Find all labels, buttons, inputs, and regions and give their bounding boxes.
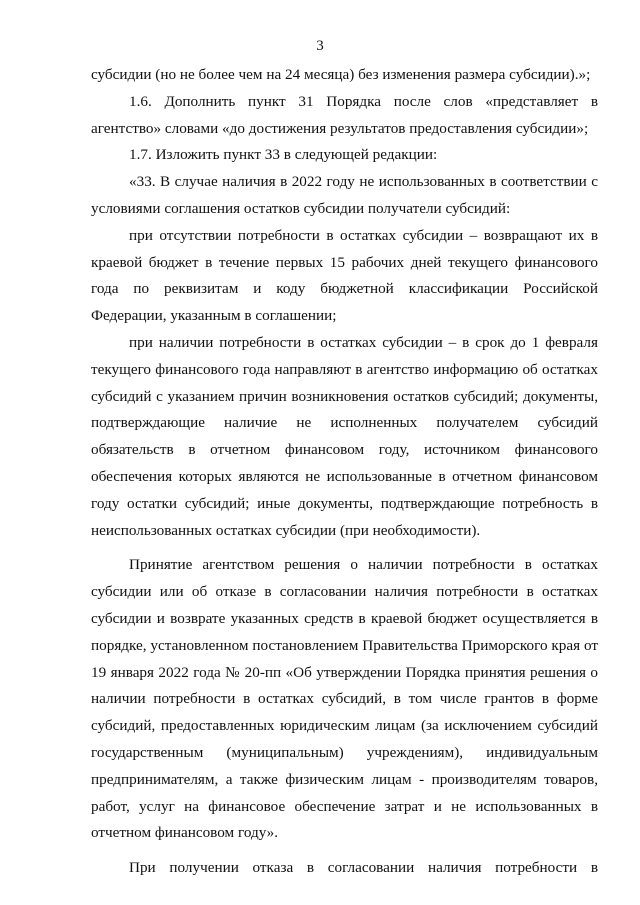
paragraph-refusal: При получении отказа в согласовании наличия потребности в <box>129 859 598 877</box>
paragraph-item-1-6: 1.6. Дополнить пункт 31 Порядка после слов «представляет в агентство» словами «до достижения результатов предоставления субсидии»; <box>91 92 598 137</box>
paragraph-item-1-7: 1.7. Изложить пункт 33 в следующей редакции: <box>129 146 438 164</box>
page-number: 3 <box>316 38 324 54</box>
paragraph-continuation: субсидии (но не более чем на 24 месяца) без изменения размера субсидии).»; <box>91 66 591 83</box>
paragraph-no-need: при отсутствии потребности в остатках субсидии – возвращают их в краевой бюджет в течение первых 15 рабочих дней текущего финансового года по реквизитам и коду бюджетной классификации Российской Федерации, указанным в соглашении; <box>91 226 598 325</box>
paragraph-clause-33: «33. В случае наличия в 2022 году не использованных в соответствии с условиями соглашения остатков субсидии получатели субсидий: <box>91 173 598 217</box>
paragraph-decision: Принятие агентством решения о наличии потребности в остатках субсидии или об отказе в согласовании наличия потребности в остатках субсидии и возврате указанных средств в краевой бюджет осуществляется в порядке, установленном постановлением Правительства Приморского края от 19 января 2022 года № 20-пп «Об утверждении Порядка принятия решения о наличии потребности в остатках субсидий, в том числе грантов в форме субсидий, предоставленных юридическим лицам (за исключением субсидий государственным (муниципальным) учреждениям), индивидуальным предпринимателям, а также физическим лицам - производителям товаров, работ, услуг на финансовое обеспечение затрат и не использованных в отчетном финансовом году». <box>91 556 598 842</box>
document-body <box>91 62 598 882</box>
paragraph-need: при наличии потребности в остатках субсидии – в срок до 1 февраля текущего финансового года направляют в агентство информацию об остатках субсидий с указанием причин возникновения остатков субсидий; документы, подтверждающие наличие не исполненных получателем субсидий обязательств в отчетном финансовом году, источником финансового обеспечения которых являются не использованные в отчетном финансовом году остатки субсидий; иные документы, подтверждающие потребность в неиспользованных остатках субсидии (при необходимости). <box>91 333 598 539</box>
